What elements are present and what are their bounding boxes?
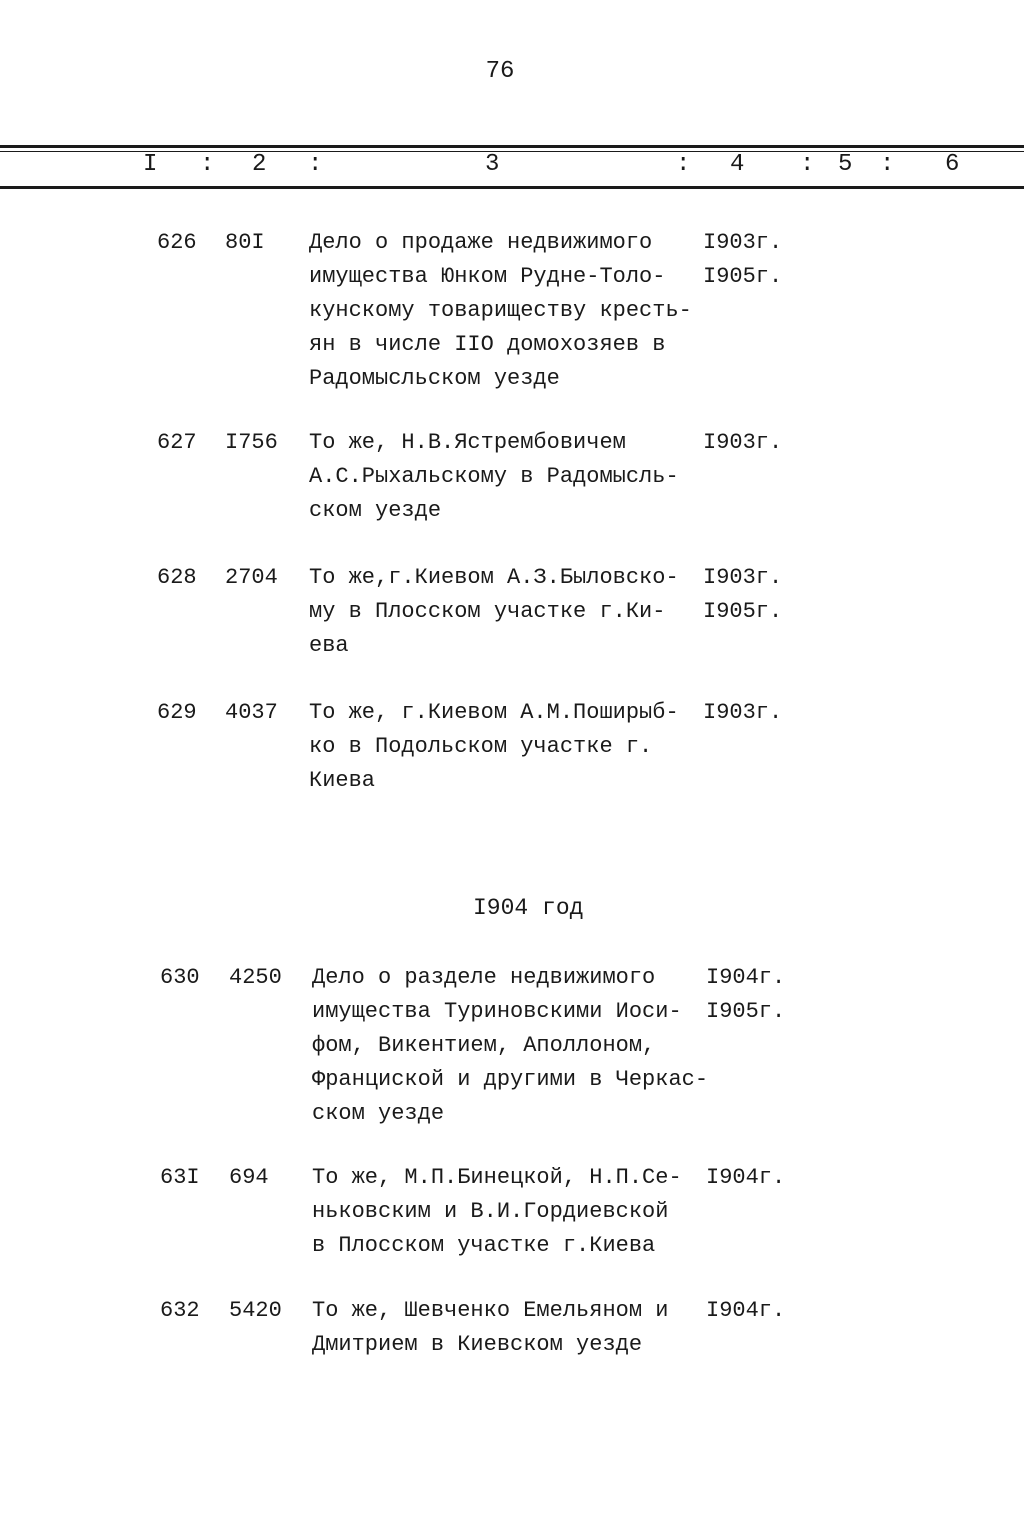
description-line: ко в Подольском участке г. xyxy=(309,734,653,759)
description-line: То же, Шевченко Емельяном и xyxy=(312,1298,669,1323)
description-line: ньковским и В.И.Гордиевской xyxy=(312,1199,669,1224)
entry-dates xyxy=(703,426,813,460)
column-header-6: 6 xyxy=(945,151,960,178)
entry-number: 628 xyxy=(157,565,197,590)
column-header-1: I xyxy=(143,151,158,178)
column-header-4: 4 xyxy=(730,151,745,178)
entry-date: I903г. xyxy=(703,230,783,255)
entry-date: I904г. xyxy=(706,965,786,990)
column-header-3: 3 xyxy=(485,151,500,178)
entry-code: 80I xyxy=(225,230,265,255)
entry-number: 63I xyxy=(160,1165,200,1190)
entry-code: I756 xyxy=(225,430,278,455)
entry-description xyxy=(312,1161,712,1263)
description-line: То же, М.П.Бинецкой, Н.П.Се- xyxy=(312,1165,682,1190)
description-line: Радомысльском уезде xyxy=(309,366,560,391)
entry-description xyxy=(312,961,712,1131)
header-rule-top xyxy=(0,145,1024,148)
entry-dates xyxy=(706,1161,816,1195)
description-line: Дело о продаже недвижимого xyxy=(309,230,653,255)
entry-date: I904г. xyxy=(706,1298,786,1323)
entry-code: 4250 xyxy=(229,965,282,990)
entry-code: 5420 xyxy=(229,1298,282,1323)
entry-code: 694 xyxy=(229,1165,269,1190)
description-line: ском уезде xyxy=(309,498,442,523)
header-rule-bottom xyxy=(0,186,1024,189)
description-line: ском уезде xyxy=(312,1101,445,1126)
entry-number: 627 xyxy=(157,430,197,455)
description-line: То же, г.Киевом А.М.Поширыб- xyxy=(309,700,679,725)
column-separator: : xyxy=(800,151,815,178)
entry-date: I903г. xyxy=(703,565,783,590)
description-line: Киева xyxy=(309,768,376,793)
year-heading: I904 год xyxy=(473,895,584,921)
description-line: То же,г.Киевом А.З.Быловско- xyxy=(309,565,679,590)
description-line: Дело о разделе недвижимого xyxy=(312,965,656,990)
description-line: кунскому товариществу кресть- xyxy=(309,298,692,323)
entry-code: 4037 xyxy=(225,700,278,725)
entry-number: 626 xyxy=(157,230,197,255)
page-number: 76 xyxy=(485,58,515,85)
description-line: фом, Викентием, Аполлоном, xyxy=(312,1033,656,1058)
description-line: А.С.Рыхальскому в Радомысль- xyxy=(309,464,679,489)
column-header-2: 2 xyxy=(252,151,267,178)
description-line: То же, Н.В.Ястрембовичем xyxy=(309,430,626,455)
entry-date: I905г. xyxy=(706,999,786,1024)
column-separator: : xyxy=(200,151,215,178)
entry-description xyxy=(309,226,709,396)
column-separator: : xyxy=(308,151,323,178)
entry-date: I903г. xyxy=(703,430,783,455)
column-separator: : xyxy=(676,151,691,178)
entry-date: I905г. xyxy=(703,599,783,624)
entry-code: 2704 xyxy=(225,565,278,590)
description-line: ян в числе IIО домохозяев в xyxy=(309,332,666,357)
entry-description xyxy=(309,561,709,663)
entry-dates xyxy=(706,1294,816,1328)
entry-dates xyxy=(703,696,813,730)
column-header-5: 5 xyxy=(838,151,853,178)
entry-date: I905г. xyxy=(703,264,783,289)
entry-description xyxy=(312,1294,712,1362)
entry-date: I904г. xyxy=(706,1165,786,1190)
entry-number: 632 xyxy=(160,1298,200,1323)
description-line: Дмитрием в Киевском уезде xyxy=(312,1332,643,1357)
description-line: ева xyxy=(309,633,349,658)
entry-dates xyxy=(703,226,813,294)
description-line: имущества Туриновскими Иоси- xyxy=(312,999,682,1024)
entry-date: I903г. xyxy=(703,700,783,725)
entry-number: 629 xyxy=(157,700,197,725)
entry-description xyxy=(309,696,709,798)
column-separator: : xyxy=(880,151,895,178)
description-line: Франциской и другими в Черкас- xyxy=(312,1067,709,1092)
entry-number: 630 xyxy=(160,965,200,990)
description-line: имущества Юнком Рудне-Толо- xyxy=(309,264,666,289)
entry-description xyxy=(309,426,709,528)
description-line: в Плосском участке г.Киева xyxy=(312,1233,656,1258)
entry-dates xyxy=(706,961,816,1029)
entry-dates xyxy=(703,561,813,629)
description-line: му в Плосском участке г.Ки- xyxy=(309,599,666,624)
